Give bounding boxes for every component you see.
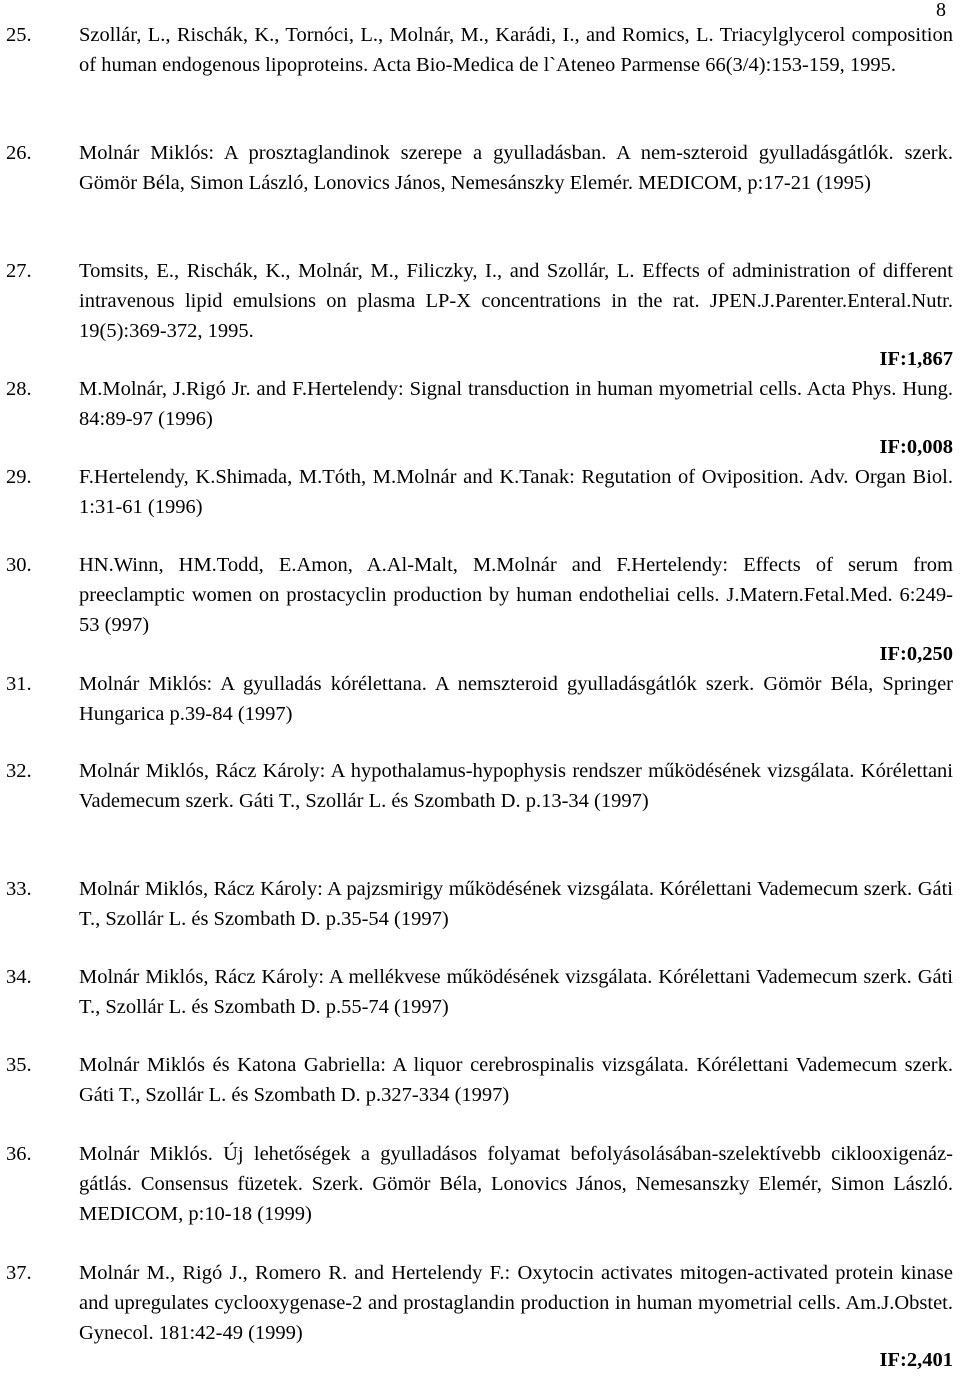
reference-number: 35. [6,1054,32,1076]
reference-entry [0,20,960,80]
reference-text: Molnár Miklós, Rácz Károly: A hypothalamus-hypophysis rendszer működésének vizsgálata. Kórélettani Vademecum szerk. Gáti T., Szollár L. és Szombath D. p.13-34 (1997) [79,760,953,812]
reference-text: Molnár Miklós: A gyulladás kórélettana. A nemszteroid gyulladásgátlók szerk. Gömör Béla, Springer Hungarica p.39-84 (1997) [79,673,953,725]
reference-number: 30. [6,554,32,576]
reference-text: Szollár, L., Rischák, K., Tornóci, L., Molnár, M., Karádi, I., and Romics, L. Triacylglycerol composition of human endogenous lipoproteins. Acta Bio-Medica de l`Ateneo Parmense 66(3/4):153-159, 1995. [79,24,953,76]
page-number: 8 [936,0,946,21]
reference-text: Tomsits, E., Rischák, K., Molnár, M., Filiczky, I., and Szollár, L. Effects of administration of different intravenous lipid emulsions on plasma LP-X concentrations in the rat. JPEN.J.Parenter.Enteral.Nutr. 19(5):369-372, 1995. [79,260,953,342]
reference-entry [0,874,960,934]
impact-factor: IF:0,008 [879,436,953,458]
reference-text: Molnár Miklós: A prosztaglandinok szerepe a gyulladásban. A nem-szteroid gyulladásgátlók. szerk. Gömör Béla, Simon László, Lonovics János, Nemesánszky Elemér. MEDICOM, p:17-21 (1995) [79,142,953,194]
reference-text: Molnár Miklós. Új lehetőségek a gyulladásos folyamat befolyásolásában-szelektívebb ciklooxigenáz-gátlás. Consensus füzetek. Szerk. Gömör Béla, Lonovics János, Nemesanszky Elemér, Simon László. MEDICOM, p:10-18 (1999) [79,1143,953,1225]
reference-number: 31. [6,673,32,695]
reference-entry [0,374,960,434]
reference-entry [0,256,960,346]
reference-text: HN.Winn, HM.Todd, E.Amon, A.Al-Malt, M.Molnár and F.Hertelendy: Effects of serum from preeclamptic women on prostacyclin production by human endotheliai cells. J.Matern.Fetal.Med. 6:249-53 (997) [79,554,953,636]
reference-number: 25. [6,24,32,46]
reference-text: Molnár Miklós és Katona Gabriella: A liquor cerebrospinalis vizsgálata. Kórélettani Vademecum szerk. Gáti T., Szollár L. és Szombath D. p.327-334 (1997) [79,1054,953,1106]
reference-entry [0,669,960,729]
reference-number: 28. [6,378,32,400]
reference-entry [0,756,960,816]
impact-factor: IF:2,401 [879,1349,953,1371]
reference-number: 29. [6,466,32,488]
reference-entry [0,1139,960,1229]
reference-entry [0,1258,960,1348]
reference-entry [0,462,960,522]
impact-factor: IF:1,867 [879,348,953,370]
impact-factor: IF:0,250 [879,643,953,665]
reference-text: Molnár Miklós, Rácz Károly: A pajzsmirigy működésének vizsgálata. Kórélettani Vademecum szerk. Gáti T., Szollár L. és Szombath D. p.35-54 (1997) [79,878,953,930]
reference-entry [0,138,960,198]
reference-entry [0,1050,960,1110]
reference-number: 26. [6,142,32,164]
reference-number: 27. [6,260,32,282]
reference-number: 37. [6,1262,32,1284]
reference-number: 36. [6,1143,32,1165]
reference-number: 33. [6,878,32,900]
reference-entry [0,550,960,640]
reference-entry [0,962,960,1022]
reference-number: 34. [6,966,32,988]
reference-number: 32. [6,760,32,782]
reference-text: Molnár Miklós, Rácz Károly: A mellékvese működésének vizsgálata. Kórélettani Vademecum szerk. Gáti T., Szollár L. és Szombath D. p.55-74 (1997) [79,966,953,1018]
reference-text: F.Hertelendy, K.Shimada, M.Tóth, M.Molnár and K.Tanak: Regutation of Oviposition. Adv. Organ Biol. 1:31-61 (1996) [79,466,953,518]
reference-text: Molnár M., Rigó J., Romero R. and Hertelendy F.: Oxytocin activates mitogen-activated protein kinase and upregulates cyclooxygenase-2 and prostaglandin production in human myometrial cells. Am.J.Obstet. Gynecol. 181:42-49 (1999) [79,1262,953,1344]
reference-text: M.Molnár, J.Rigó Jr. and F.Hertelendy: Signal transduction in human myometrial cells. Acta Phys. Hung. 84:89-97 (1996) [79,378,953,430]
